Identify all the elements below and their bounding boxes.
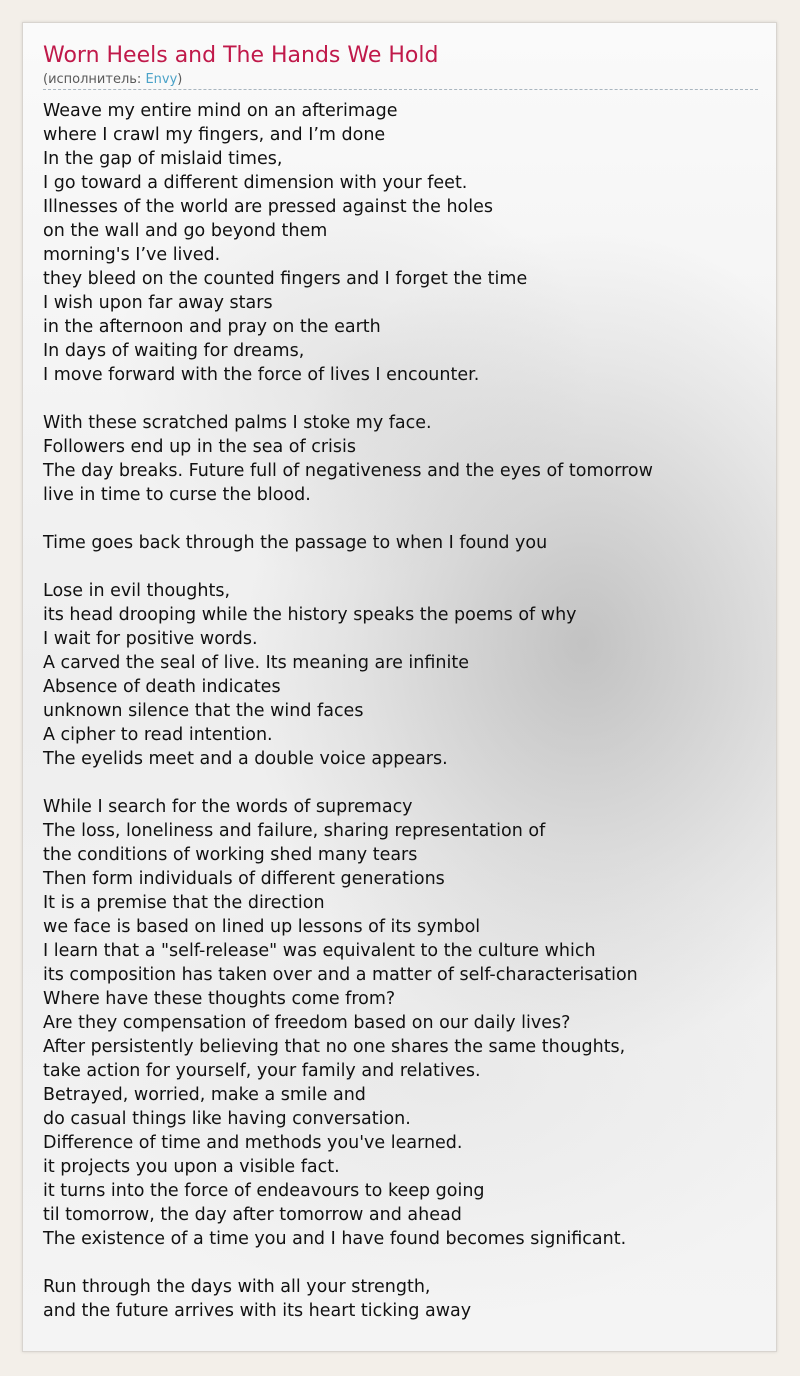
lyric-line: the conditions of working shed many tears	[43, 845, 418, 865]
lyric-line: Where have these thoughts come from?	[43, 989, 396, 1009]
lyric-line: Run through the days with all your strength,	[43, 1277, 431, 1297]
lyric-line: A cipher to read intention.	[43, 725, 273, 745]
lyric-line: it turns into the force of endeavours to keep going	[43, 1181, 485, 1201]
lyric-line: In the gap of mislaid times,	[43, 149, 283, 169]
stanza-break	[43, 771, 768, 795]
artist-suffix: )	[177, 72, 183, 87]
lyric-line: and the future arrives with its heart ticking away	[43, 1301, 472, 1321]
lyrics-body	[43, 99, 768, 1323]
lyric-line: Lose in evil thoughts,	[43, 581, 231, 601]
lyric-line: take action for yourself, your family and relatives.	[43, 1061, 481, 1081]
lyric-line: morning's I’ve lived.	[43, 245, 221, 265]
lyric-line: While I search for the words of supremacy	[43, 797, 413, 817]
lyrics-card	[22, 22, 777, 1352]
lyric-line: I wish upon far away stars	[43, 293, 273, 313]
lyric-line: Then form individuals of different generations	[43, 869, 445, 889]
stanza-break	[43, 507, 768, 531]
lyric-line: Weave my entire mind on an afterimage	[43, 101, 398, 121]
lyric-line: Followers end up in the sea of crisis	[43, 437, 357, 457]
lyric-line: they bleed on the counted fingers and I forget the time	[43, 269, 528, 289]
lyric-line: I learn that a "self-release" was equivalent to the culture which	[43, 941, 596, 961]
lyric-line: unknown silence that the wind faces	[43, 701, 364, 721]
lyric-line: til tomorrow, the day after tomorrow and ahead	[43, 1205, 462, 1225]
lyric-line: Time goes back through the passage to when I found you	[43, 533, 548, 553]
artist-link[interactable]: Envy	[145, 72, 178, 87]
lyric-line: we face is based on lined up lessons of its symbol	[43, 917, 481, 937]
lyric-line: The loss, loneliness and failure, sharing representation of	[43, 821, 546, 841]
lyric-line: Are they compensation of freedom based on our daily lives?	[43, 1013, 571, 1033]
stanza-break	[43, 387, 768, 411]
lyric-line: Absence of death indicates	[43, 677, 281, 697]
lyric-line: in the afternoon and pray on the earth	[43, 317, 381, 337]
stanza-break	[43, 555, 768, 579]
lyric-line: Illnesses of the world are pressed against the holes	[43, 197, 493, 217]
lyric-line: on the wall and go beyond them	[43, 221, 328, 241]
lyric-line: The day breaks. Future full of negativeness and the eyes of tomorrow	[43, 461, 653, 481]
lyric-line: The existence of a time you and I have found becomes significant.	[43, 1229, 627, 1249]
lyric-line: After persistently believing that no one shares the same thoughts,	[43, 1037, 626, 1057]
lyric-line: it projects you upon a visible fact.	[43, 1157, 340, 1177]
song-title: Worn Heels and The Hands We Hold	[43, 43, 439, 68]
lyric-line: its composition has taken over and a matter of self-characterisation	[43, 965, 638, 985]
lyric-line: do casual things like having conversation.	[43, 1109, 411, 1129]
lyric-line: It is a premise that the direction	[43, 893, 325, 913]
lyric-line: live in time to curse the blood.	[43, 485, 311, 505]
lyric-line: With these scratched palms I stoke my face.	[43, 413, 432, 433]
lyric-line: its head drooping while the history speaks the poems of why	[43, 605, 577, 625]
lyric-line: I wait for positive words.	[43, 629, 258, 649]
title-divider	[43, 89, 758, 90]
lyric-line: The eyelids meet and a double voice appears.	[43, 749, 448, 769]
lyric-line: I go toward a different dimension with your feet.	[43, 173, 468, 193]
lyric-line: where I crawl my fingers, and I’m done	[43, 125, 386, 145]
artist-prefix: (исполнитель:	[43, 72, 146, 87]
lyric-line: A carved the seal of live. Its meaning are infinite	[43, 653, 469, 673]
lyric-line: Difference of time and methods you've learned.	[43, 1133, 463, 1153]
lyric-line: Betrayed, worried, make a smile and	[43, 1085, 366, 1105]
lyric-line: I move forward with the force of lives I encounter.	[43, 365, 480, 385]
artist-credit	[43, 71, 182, 89]
lyric-line: In days of waiting for dreams,	[43, 341, 305, 361]
stanza-break	[43, 1251, 768, 1275]
